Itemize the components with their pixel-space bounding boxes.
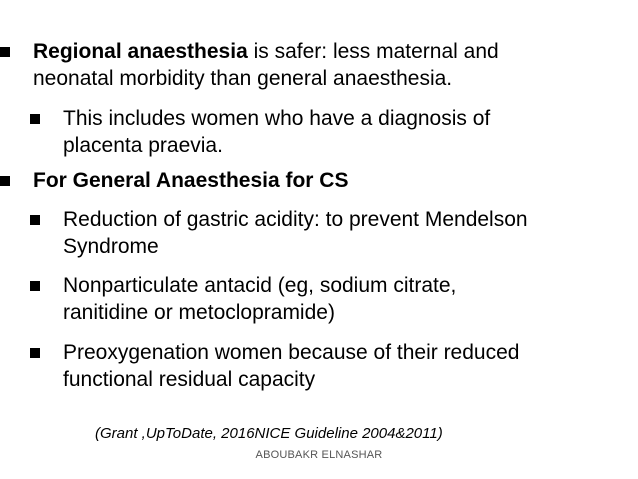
- bullet-bold-text: Regional anaesthesia: [33, 40, 248, 63]
- bullet-line: neonatal morbidity than general anaesthesia.: [33, 67, 453, 90]
- bullet-line: functional residual capacity: [63, 368, 316, 391]
- bullet-line: placenta praevia.: [63, 134, 223, 157]
- bullet-line: Syndrome: [63, 235, 159, 258]
- citation-reference: (Grant ,UpToDate, 2016NICE Guideline 2004&2011): [95, 425, 443, 442]
- bullet-line: This includes women who have a diagnosis of: [63, 107, 491, 130]
- bullet-text: is safer: less maternal and: [247, 40, 499, 63]
- square-bullet-icon: [30, 215, 40, 225]
- author-footer: ABOUBAKR ELNASHAR: [255, 449, 383, 461]
- bullet-item-regional-anaesthesia: [33, 38, 633, 92]
- sub-bullet-item-antacid: [63, 272, 633, 326]
- sub-bullet-item-gastric-acidity: [63, 206, 633, 260]
- bullet-line: Reduction of gastric acidity: to prevent Mendelson: [63, 208, 528, 231]
- bullet-heading: For General Anaesthesia for CS: [33, 169, 349, 192]
- bullet-line: Nonparticulate antacid (eg, sodium citrate,: [63, 274, 457, 297]
- square-bullet-icon: [0, 176, 10, 186]
- sub-bullet-item-preoxygenation: [63, 339, 633, 393]
- square-bullet-icon: [30, 114, 40, 124]
- bullet-line: [33, 38, 633, 65]
- sub-bullet-item-placenta-praevia: [63, 105, 633, 159]
- bullet-item-general-anaesthesia: [33, 167, 633, 194]
- bullet-line: Preoxygenation women because of their reduced: [63, 341, 520, 364]
- square-bullet-icon: [30, 348, 40, 358]
- square-bullet-icon: [0, 47, 10, 57]
- bullet-line: ranitidine or metoclopramide): [63, 301, 335, 324]
- square-bullet-icon: [30, 281, 40, 291]
